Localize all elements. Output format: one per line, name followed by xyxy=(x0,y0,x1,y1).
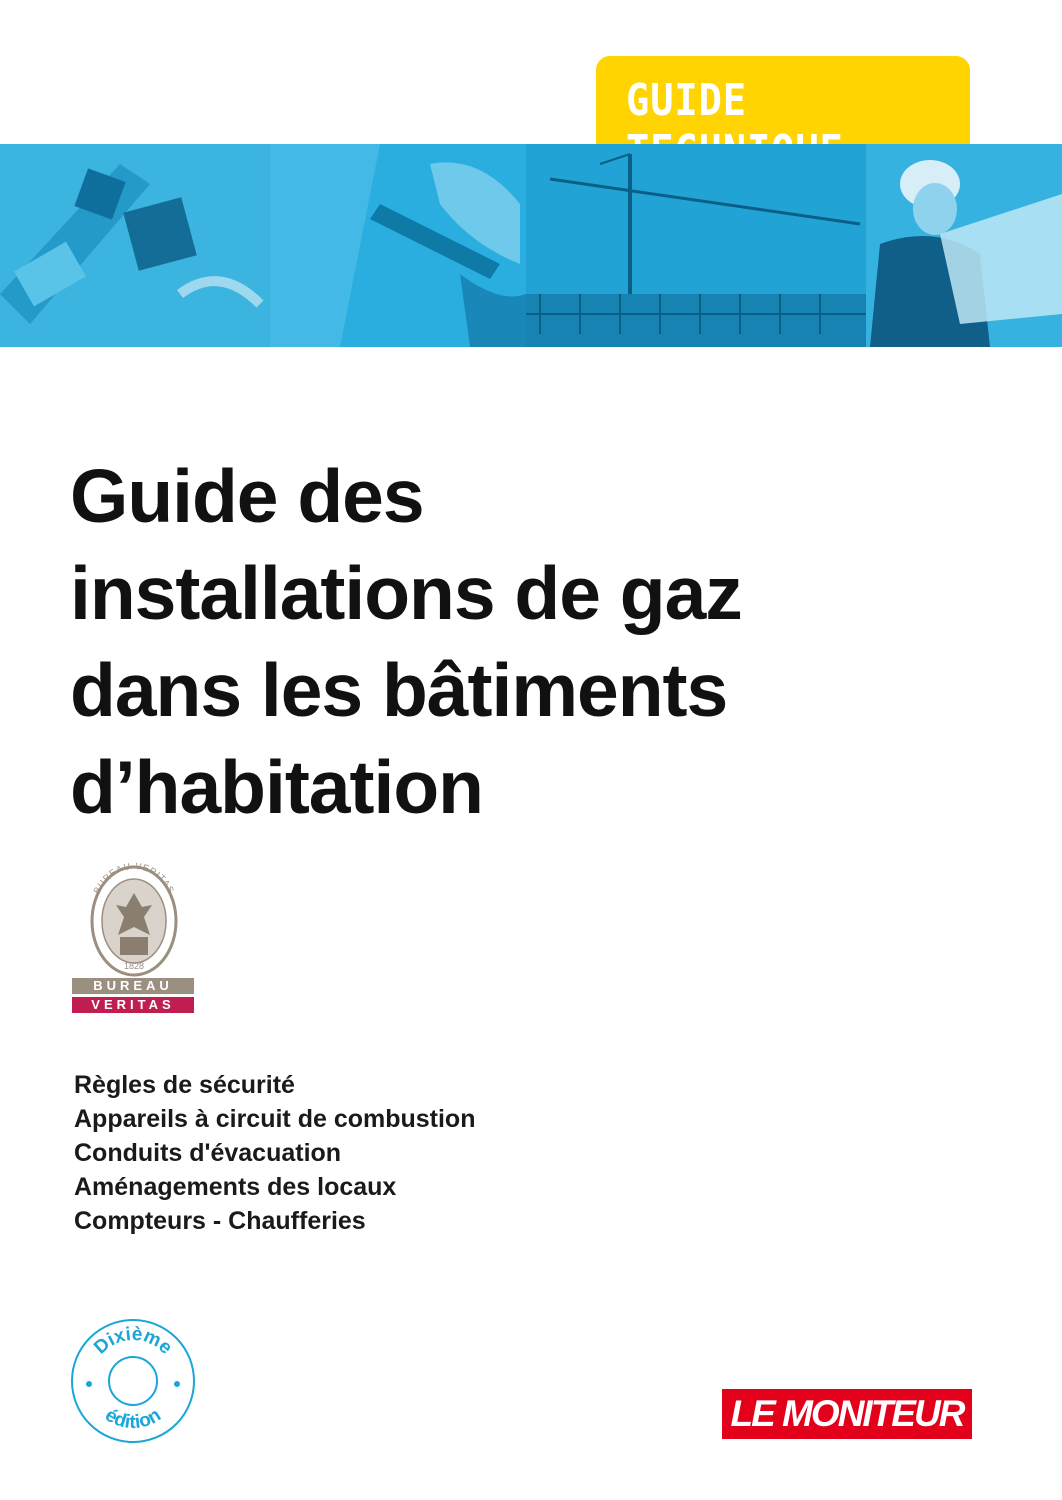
svg-text:BUREAU VERITAS: BUREAU VERITAS xyxy=(91,860,177,896)
book-title xyxy=(70,448,742,836)
svg-text:édition xyxy=(101,1405,164,1433)
topic-item: Appareils à circuit de combustion xyxy=(74,1105,476,1133)
edition-line-2: édition xyxy=(101,1404,165,1434)
bureau-label: BUREAU xyxy=(72,978,194,994)
publisher-name: LE MONITEUR xyxy=(730,1393,964,1434)
topic-list xyxy=(74,1068,475,1238)
edition-line-1: Dixième xyxy=(90,1323,177,1359)
title-line-4: d’habitation xyxy=(70,745,483,829)
series-label: GUIDE xyxy=(626,75,747,126)
title-line-1: Guide des xyxy=(70,454,424,538)
cover-photo-banner xyxy=(0,144,1062,347)
topic-item: Règles de sécurité xyxy=(74,1071,295,1099)
topic-item: Compteurs - Chaufferies xyxy=(74,1207,366,1235)
topic-item: Aménagements des locaux xyxy=(74,1173,397,1201)
title-line-2: installations de gaz xyxy=(70,551,742,635)
construction-photo-collage xyxy=(0,144,1062,347)
publisher-logo xyxy=(722,1389,972,1439)
series-tab xyxy=(596,56,970,144)
topic-item: Conduits d'évacuation xyxy=(74,1139,342,1167)
seal-year: 1828 xyxy=(123,961,145,971)
title-line-3: dans les bâtiments xyxy=(70,648,728,732)
edition-badge xyxy=(70,1318,196,1444)
veritas-label: VERITAS xyxy=(72,997,194,1013)
